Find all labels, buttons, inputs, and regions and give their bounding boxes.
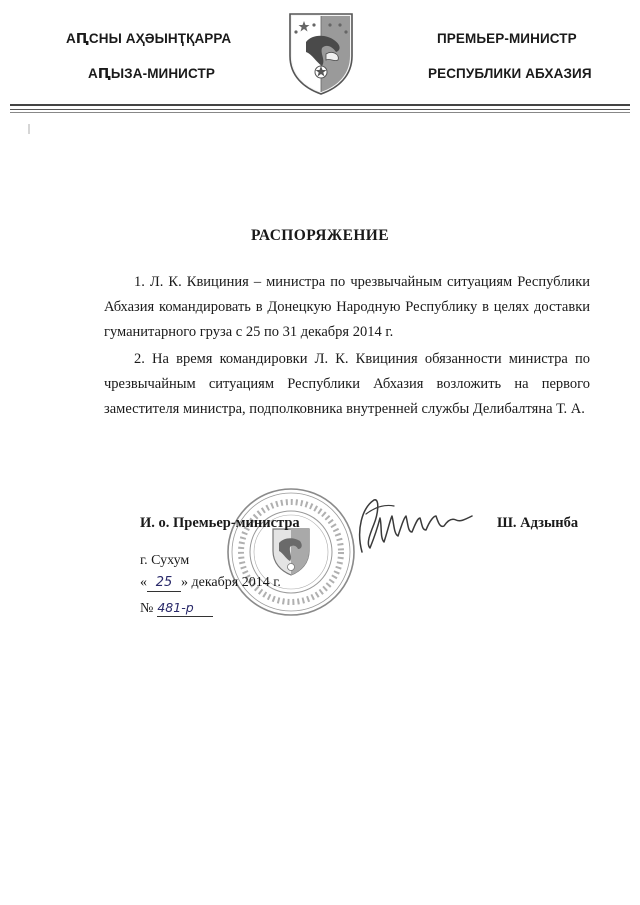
number-value: 481-р [157, 600, 213, 617]
header-right-line2: РЕСПУБЛИКИ АБХАЗИЯ [428, 66, 592, 81]
header-left-line2: АԤЫЗА-МИНИСТР [88, 66, 215, 81]
coat-of-arms-of-abkhazia-icon [286, 10, 356, 96]
document-title: РАСПОРЯЖЕНИЕ [250, 227, 390, 244]
signatory-position: И. о. Премьер-министра [140, 515, 300, 531]
date-day: 25 [147, 575, 181, 592]
date-month-year: » декабря 2014 г. [181, 575, 281, 590]
scan-artifact [28, 124, 30, 134]
official-seal-icon [224, 485, 358, 619]
issue-date [140, 575, 281, 592]
handwritten-signature-icon [344, 490, 484, 562]
number-label: № [140, 601, 154, 616]
header-right-line1: ПРЕМЬЕР-МИНИСТР [437, 31, 577, 46]
header-divider-thin [10, 109, 630, 110]
order-number [140, 600, 213, 617]
header-left-line1: АԤСНЫ АҲӘЫНҬҚАРРА [66, 31, 232, 46]
place-of-issue: г. Сухум [140, 553, 190, 568]
header-divider-hairline [10, 112, 630, 113]
paragraph-1: 1. Л. К. Квициния – министра по чрезвычайным ситуациям Республики Абхазия командировать в Донецкую Народную Республику в целях доставки гуманитарного груза с 25 по 31 декабря 2014 г. [104, 274, 590, 340]
signatory-name: Ш. Адзынба [497, 515, 579, 531]
date-open-quote: « [140, 575, 147, 590]
paragraph-2: 2. На время командировки Л. К. Квициния обязанности министра по чрезвычайным ситуациям Республики Абхазия возложить на первого заместителя министра, подполковника внутренней службы Делибалтяна Т. А. [104, 351, 590, 417]
header-divider-thick [10, 104, 630, 106]
